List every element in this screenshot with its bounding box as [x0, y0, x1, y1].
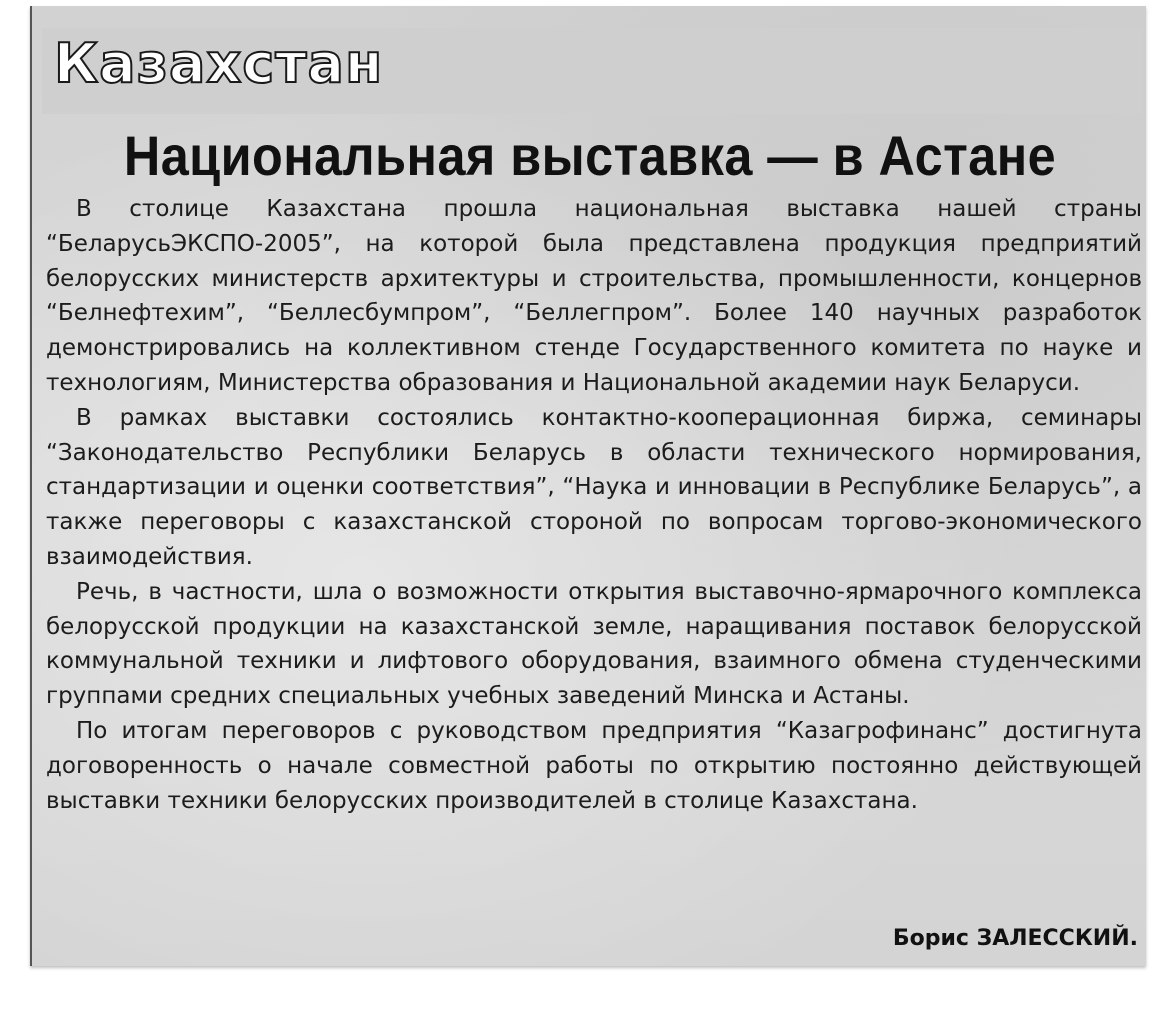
rubric-title: Казахстан — [54, 32, 384, 95]
newspaper-clipping — [30, 6, 1146, 966]
article-headline: Национальная выставка — в Астане — [123, 124, 1057, 187]
article-body — [46, 192, 1142, 818]
article-paragraph-3: Речь, в частности, шла о возможности открытия выставочно-ярмарочного комплекса белорусской продукции на казахстанской земле, наращивания поставок белорусской коммунальной техники и лифтового оборудования, взаимного обмена студенческими группами средних специальных учебных заведений Минска и Астаны. — [46, 578, 1142, 710]
article-paragraph-2: В рамках выставки состоялись контактно-кооперационная биржа, семинары “Законодательство Республики Беларусь в области технического нормирования, стандартизации и оценки соответствия”, “Наука и инновации в Республике Беларусь”, а также переговоры с казахстанской стороной по вопросам торгово-экономического взаимодействия. — [46, 404, 1142, 570]
article-paragraph-1: В столице Казахстана прошла национальная выставка нашей страны “БеларусьЭКСПО-2005”, на которой была представлена продукция предприятий белорусских министерств архитектуры и строительства, промышленности, концернов “Белнефтехим”, “Беллесбумпром”, “Беллегпром”. Более 140 научных разработок демонстрировались на коллективном стенде Государственного комитета по науке и технологиям, Министерства образования и Национальной академии наук Беларуси. — [46, 196, 1142, 396]
article-author: Борис ЗАЛЕССКИЙ. — [892, 926, 1138, 951]
article-paragraph-4: По итогам переговоров с руководством предприятия “Казагрофинанс” достигнута договоренность о начале совместной работы по открытию постоянно действующей выставки техники белорусских производителей в столице Казахстана. — [46, 717, 1142, 814]
